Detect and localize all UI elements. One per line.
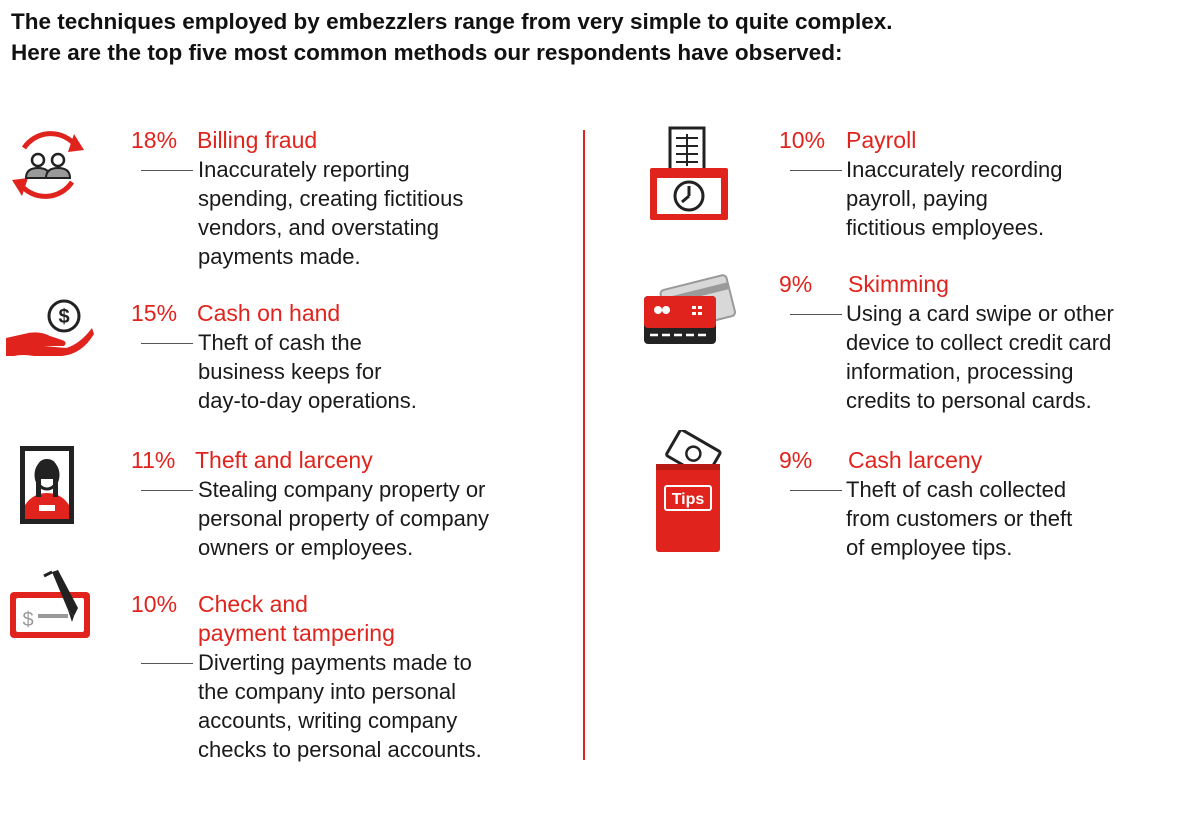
method-title — [779, 126, 916, 155]
credit-card-icon — [642, 268, 736, 348]
method-label — [198, 590, 395, 648]
method-description — [846, 155, 1062, 242]
method-label: Cash on hand — [197, 300, 341, 326]
method-percent: 10% — [779, 127, 826, 153]
billing-cycle-people-icon — [8, 124, 88, 206]
method-title — [131, 126, 317, 155]
hand-coin-icon — [4, 296, 94, 360]
method-percent: 10% — [131, 591, 178, 617]
description-line: day-to-day operations. — [198, 388, 417, 413]
tips-label: Tips — [671, 491, 705, 508]
method-title — [779, 270, 949, 299]
description-line: credits to personal cards. — [846, 388, 1092, 413]
description-line: the company into personal — [198, 679, 457, 704]
method-description — [846, 299, 1114, 415]
method-description — [198, 648, 482, 764]
method-label: Billing fraud — [197, 127, 318, 153]
description-rule — [141, 663, 193, 664]
description-line: personal property of company — [198, 506, 490, 531]
description-line: owners or employees. — [198, 535, 414, 560]
method-description — [198, 475, 489, 562]
description-rule — [141, 170, 193, 171]
method-percent: 9% — [779, 271, 813, 297]
method-title — [779, 446, 982, 475]
method-label: Skimming — [848, 271, 949, 297]
description-line: from customers or theft — [846, 506, 1073, 531]
method-percent: 18% — [131, 127, 178, 153]
method-description — [846, 475, 1072, 562]
method-label-line: payment tampering — [198, 620, 395, 646]
description-line: Theft of cash collected — [846, 477, 1067, 502]
method-title — [131, 299, 340, 328]
description-rule — [141, 490, 193, 491]
dollar-sign: $ — [58, 306, 70, 328]
framed-painting-icon — [19, 445, 75, 525]
description-line: of employee tips. — [846, 535, 1013, 560]
description-line: information, processing — [846, 359, 1074, 384]
description-line: vendors, and overstating — [198, 215, 439, 240]
description-line: Using a card swipe or other — [846, 301, 1114, 326]
description-line: accounts, writing company — [198, 708, 458, 733]
headline-line-2: Here are the top five most common methods our respondents have observed: — [11, 40, 843, 65]
method-label: Theft and larceny — [195, 447, 373, 473]
method-percent: 9% — [779, 447, 813, 473]
method-title — [131, 590, 197, 619]
method-description — [198, 155, 463, 271]
description-line: device to collect credit card — [846, 330, 1112, 355]
description-rule — [790, 170, 842, 171]
description-rule — [790, 490, 842, 491]
description-line: payments made. — [198, 244, 361, 269]
description-line: payroll, paying — [846, 186, 988, 211]
time-clock-icon — [648, 126, 730, 222]
check-pen-icon — [8, 570, 92, 642]
headline — [11, 6, 1181, 68]
description-line: Diverting payments made to — [198, 650, 472, 675]
method-label: Cash larceny — [848, 447, 983, 473]
column-divider — [583, 130, 585, 760]
method-description — [198, 328, 417, 415]
description-line: fictitious employees. — [846, 215, 1045, 240]
tips-jar-icon — [652, 430, 724, 554]
method-label: Payroll — [846, 127, 917, 153]
description-line: Stealing company property or — [198, 477, 486, 502]
description-line: spending, creating fictitious — [198, 186, 464, 211]
description-line: Theft of cash the — [198, 330, 362, 355]
description-rule — [790, 314, 842, 315]
method-title — [131, 446, 373, 475]
headline-line-1: The techniques employed by embezzlers range from very simple to quite complex. — [11, 9, 893, 34]
description-line: business keeps for — [198, 359, 382, 384]
method-label-line: Check and — [198, 591, 308, 617]
method-percent: 11% — [131, 447, 176, 473]
description-rule — [141, 343, 193, 344]
method-percent: 15% — [131, 300, 178, 326]
description-line: checks to personal accounts. — [198, 737, 482, 762]
description-line: Inaccurately reporting — [198, 157, 410, 182]
description-line: Inaccurately recording — [846, 157, 1063, 182]
svg-text:$: $ — [22, 609, 34, 631]
